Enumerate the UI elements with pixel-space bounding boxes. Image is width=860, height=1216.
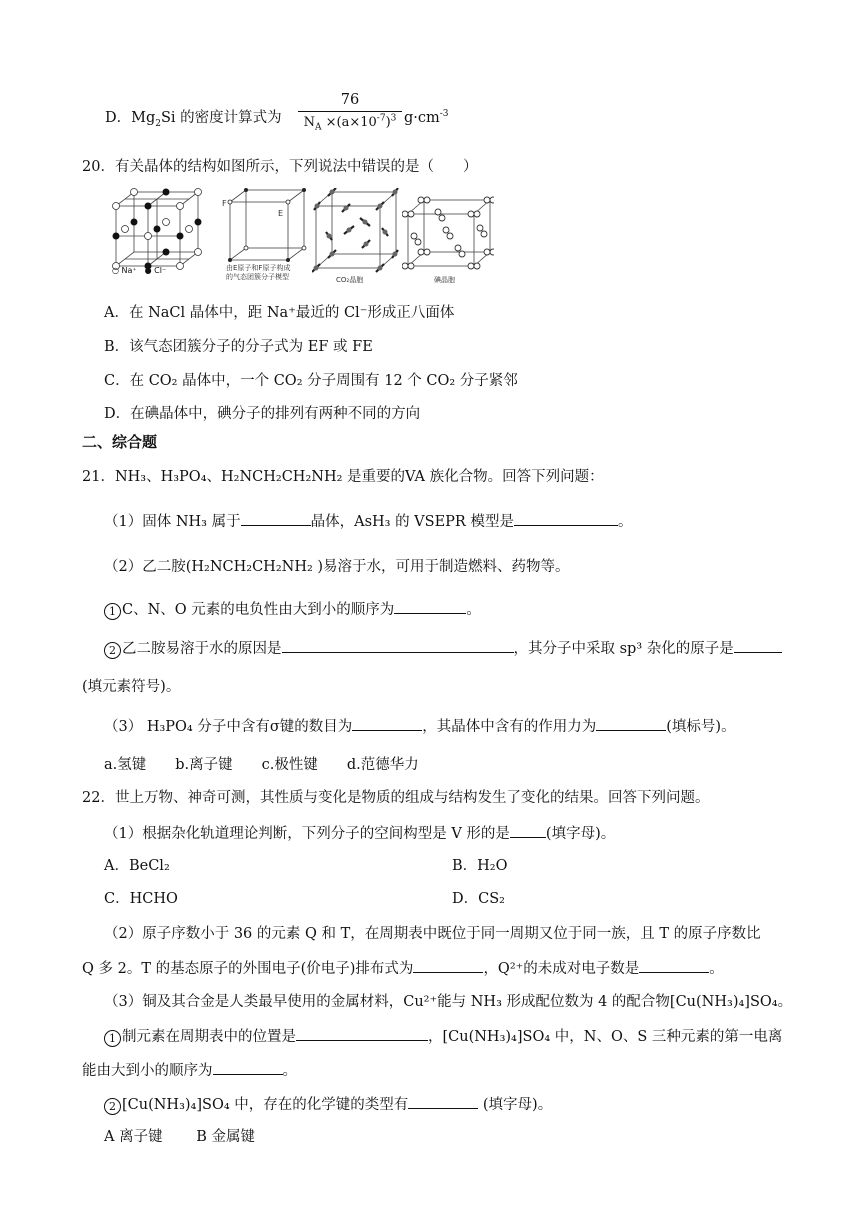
iodine-caption: 碘晶胞 <box>434 276 455 284</box>
density-unit: $g\cdot cm^{-3}$ <box>404 109 449 126</box>
q21-choices: a.氢键 b.离子键 c.极性键 d.范德华力 <box>104 757 419 773</box>
q21-part3: （3） H₃PO₄ 分子中含有σ键的数目为 ，其晶体中含有的作用力为 (填标号)。 <box>104 716 736 737</box>
q21-part2: （2）乙二胺(H₂NCH₂CH₂NH₂ )易溶于水，可用于制造燃料、药物等。 <box>104 559 570 575</box>
q22-part3-2: 2 [Cu(NH₃)₄]SO₄ 中，存在的化学键的类型有 (填字母)。 <box>104 1094 552 1115</box>
q20-option-b: B．该气态团簇分子的分子式为 EF 或 FE <box>104 339 373 355</box>
label-f: F <box>222 199 227 208</box>
answer-blank <box>282 638 514 653</box>
q20-option-c: C．在 CO₂ 晶体中，一个 CO₂ 分子周围有 12 个 CO₂ 分子紧邻 <box>104 373 518 389</box>
q22-choices: A 离子键 B 金属键 <box>104 1129 255 1145</box>
q21-stem: 21．NH₃、H₃PO₄、H₂NCH₂CH₂NH₂ 是重要的VA 族化合物。回答下列问题： <box>82 469 604 485</box>
q20-option-a: A．在 NaCl 晶体中，距 Na⁺最近的 Cl⁻形成正八面体 <box>104 305 455 321</box>
answer-blank <box>213 1060 283 1075</box>
answer-blank <box>413 958 483 973</box>
answer-blank <box>596 716 666 731</box>
answer-blank <box>394 599 466 614</box>
q22-option-b: B．H₂O <box>452 858 508 874</box>
circled-number: 1 <box>104 1030 121 1047</box>
q19-option-d: D．$Mg_2Si$ 的密度计算式为 <box>105 110 282 129</box>
co2-caption: CO₂晶胞 <box>336 276 364 284</box>
label-e: E <box>278 209 284 218</box>
answer-blank <box>510 823 546 838</box>
fraction-numerator: 76 <box>340 92 360 108</box>
iodine-crystal-figure <box>402 194 494 274</box>
q22-part2-line2: Q 多 2。T 的基态原子的外围电子(价电子)排布式为 ，Q²⁺的未成对电子数是 。 <box>82 958 724 979</box>
q20-stem: 20．有关晶体的结构如图所示，下列说法中错误的是（ ） <box>82 159 478 175</box>
answer-blank <box>408 1094 478 1109</box>
q20-option-d: D．在碘晶体中，碘分子的排列有两种不同的方向 <box>104 406 421 422</box>
nacl-crystal-figure <box>110 188 202 278</box>
q22-option-d: D．CS₂ <box>452 891 505 907</box>
q22-option-c: C．HCHO <box>104 891 178 907</box>
q22-part2-line1: （2）原子序数小于 36 的元素 Q 和 T，在周期表中既位于同一周期又位于同一族，且 T 的原子序数比 <box>104 926 761 942</box>
q22-part3-1: 1 制元素在周期表中的位置是 ，[Cu(NH₃)₄]SO₄ 中，N、O、S 三种元素的第一电离 <box>104 1026 782 1047</box>
cluster-molecule-figure <box>220 186 310 266</box>
answer-blank <box>639 958 709 973</box>
section-title: 二、综合题 <box>82 433 158 451</box>
q21-part2-1: 1 C、N、O 元素的电负性由大到小的顺序为 。 <box>104 599 481 620</box>
q21-part2-2-cont: (填元素符号)。 <box>82 679 181 695</box>
answer-blank <box>352 716 422 731</box>
q21-part1: （1）固体 NH₃ 属于 晶体，AsH₃ 的 VSEPR 模型是 。 <box>104 511 632 532</box>
circled-number: 2 <box>104 1098 121 1115</box>
fraction-denominator: $N_A \times(a\times 10^{-7})^3$ <box>303 113 397 133</box>
answer-blank <box>241 511 311 526</box>
density-fraction <box>298 91 402 132</box>
nacl-legend: ○ Na⁺ ● Cl⁻ <box>112 266 167 275</box>
answer-blank <box>514 511 618 526</box>
q22-part3-line1: （3）铜及其合金是人类最早使用的金属材料，Cu²⁺能与 NH₃ 形成配位数为 4 的配合物[Cu(NH₃)₄]SO₄。 <box>104 994 793 1010</box>
q22-stem: 22．世上万物、神奇可测，其性质与变化是物质的组成与结构发生了变化的结果。回答下列问题。 <box>82 790 710 806</box>
answer-blank <box>734 638 782 653</box>
cluster-caption: 由E原子和F原子构成 的气态团簇分子模型 <box>226 264 291 281</box>
circled-number: 2 <box>104 642 121 659</box>
co2-crystal-figure <box>312 188 400 278</box>
q21-part2-2: 2 乙二胺易溶于水的原因是 ，其分子中采取 sp³ 杂化的原子是 <box>104 638 782 659</box>
fraction-bar <box>298 111 402 112</box>
q22-part3-1-cont: 能由大到小的顺序为 。 <box>82 1060 297 1081</box>
q22-part1: （1）根据杂化轨道理论判断，下列分子的空间构型是 V 形的是 (填字母)。 <box>104 823 615 844</box>
circled-number: 1 <box>104 603 121 620</box>
answer-blank <box>296 1026 428 1041</box>
q22-option-a: A．BeCl₂ <box>104 858 170 874</box>
